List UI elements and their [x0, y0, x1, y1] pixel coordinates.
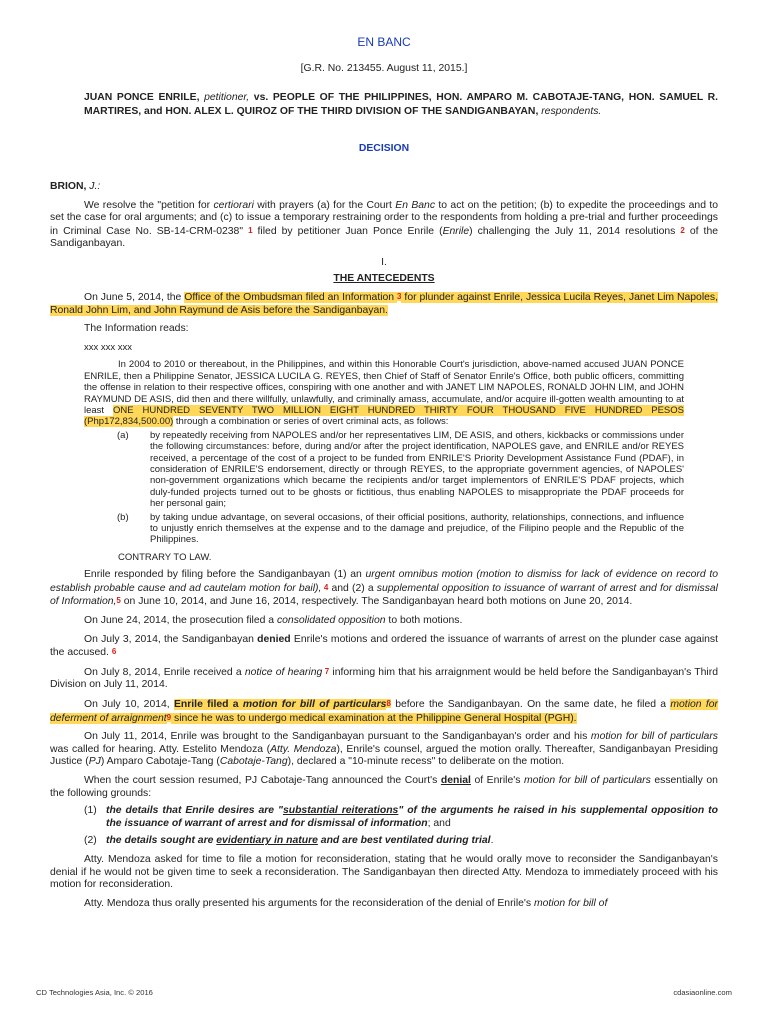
footnote-link[interactable]: 2	[680, 225, 685, 235]
case-number: [G.R. No. 213455. August 11, 2015.]	[300, 62, 468, 74]
decision-title: DECISION	[358, 143, 410, 155]
footer-site-link[interactable]: cdasiaonline.com	[673, 988, 732, 997]
footer-copyright: CD Technologies Asia, Inc. © 2016	[36, 988, 153, 997]
paragraph-information-reads: The Information reads:	[84, 323, 189, 335]
ponente-title: J.:	[89, 180, 101, 192]
section-number: I.	[381, 256, 387, 268]
footnote-link[interactable]: 9	[166, 712, 172, 722]
document-page	[50, 0, 718, 910]
paragraph-july3: On July 3, 2014, the Sandiganbayan denied Enrile's motions and ordered the issuance of warrants of arrest on the plunder case against the accused. 6	[50, 633, 718, 659]
paragraph-july11: On July 11, 2014, Enrile was brought to the Sandiganbayan pursuant to the Sandiganbayan's order and his motion for bill of particulars was called for hearing. Atty. Estelito Mendoza (Atty. Mendoza), Enrile's counsel, argued the motion orally. Thereafter, Sandiganbayan Presiding Justice (PJ) Amparo Cabotaje-Tang (Cabotaje-Tang), declared a "10-minute recess" to deliberate on the motion.	[50, 731, 718, 768]
page-footer	[36, 988, 732, 997]
paragraph-july8: On July 8, 2014, Enrile received a notice of hearing 7 informing him that his arraignment would be held before the Sandiganbayan's Third Division on July 11, 2014.	[50, 666, 718, 691]
paragraph-responded: Enrile responded by filing before the Sandiganbayan (1) an urgent omnibus motion (motion to dismiss for lack of evidence on record to establish probable cause and ad cautelam motion for bail), 4 and (2) a supplemental opposition to issuance of warrant of arrest and for dismissal of Information,5 on June 10, 2014, and June 16, 2014, respectively. The Sandiganbayan heard both motions on June 20, 2014.	[50, 569, 718, 608]
ground-item-2: (2) the details sought are evidentiary in nature and are best ventilated during trial.	[84, 835, 494, 847]
quote-body: In 2004 to 2010 or thereabout, in the Philippines, and within this Honorable Court's jurisdiction, above-named accused JUAN PONCE ENRILE, then a Philippine Senator, JESSICA LUCILA G. REYES, then Chief of Staff of Senator Enrile's Office, both public officers, committing the offense in relation to their respective offices, conspiring with one another and with JANET LIM NAPOLES, RONALD JOHN LIM, and JOHN RAYMUND DE ASIS, did then and there willfully, unlawfully, and criminally amass, accumulate, and/or acquire ill-gotten wealth amounting to at least ONE HUNDRED SEVENTY TWO MILLION EIGHT HUNDRED THIRTY FOUR THOUSAND FIVE HUNDRED PESOS (Php172,834,500.00) through a combination or series of overt criminal acts, as follows:	[84, 359, 684, 428]
footnote-link[interactable]: 8	[386, 698, 391, 708]
footnote-link[interactable]: 4	[321, 582, 329, 592]
petitioner-name: JUAN PONCE ENRILE,	[84, 92, 200, 104]
ponente-name: BRION,	[50, 180, 87, 192]
paragraph-july10: On July 10, 2014, Enrile filed a motion for bill of particulars8 before the Sandiganbayan. On the same date, he filed a motion for deferment of arraignment9 since he was to undergo medical examination at the Philippine General Hospital (PGH).	[50, 698, 718, 724]
respondents-role: respondents.	[541, 105, 602, 117]
footnote-link[interactable]: 7	[322, 666, 330, 676]
petitioner-role: petitioner,	[204, 92, 250, 104]
ground-item-1: (1) the details that Enrile desires are "substantial reiterations" of the arguments he raised in his supplemental opposition to the issuance of warrant of arrest and for dismissal of information; and	[84, 805, 718, 829]
intro-paragraph: We resolve the "petition for certiorari with prayers (a) for the Court En Banc to act on the petition; (b) to expedite the proceedings and to set the case for oral arguments; and (c) to issue a temporary restraining order to the respondents from holding a pre-trial and further proceedings in Criminal Case No. SB-14-CRM-0238" 1 filed by petitioner Juan Ponce Enrile (Enrile) challenging the July 11, 2014 resolutions 2 of the Sandiganbayan.	[50, 199, 719, 250]
contrary-to-law: CONTRARY TO LAW.	[118, 551, 212, 563]
respondents-names: PEOPLE OF THE PHILIPPINES, HON. AMPARO M. CABOTAJE-TANG, HON. SAMUEL R. MARTIRES, and HON. ALEX L. QUIROZ OF THE THIRD DIVISION OF THE SANDIGANBAYAN,	[84, 92, 718, 117]
footnote-link[interactable]: 3	[397, 292, 402, 302]
ellipsis-marker: xxx xxx xxx	[84, 341, 133, 353]
footnote-link[interactable]: 6	[111, 647, 117, 657]
footnote-link[interactable]: 1	[248, 225, 253, 235]
paragraph-june24: On June 24, 2014, the prosecution filed a consolidated opposition to both motions.	[84, 615, 463, 626]
ponente	[50, 181, 718, 194]
paragraph-june5: On June 5, 2014, the Office of the Ombudsman filed an Information 3 for plunder against Enrile, Jessica Lucila Reyes, Janet Lim Napoles, Ronald John Lim, and John Raymund de Asis before the Sandiganbayan.	[50, 292, 719, 316]
footnote-link[interactable]: 5	[116, 596, 121, 606]
en-banc-heading: EN BANC	[357, 35, 411, 49]
versus: vs.	[253, 92, 269, 104]
paragraph-mendoza-asked: Atty. Mendoza asked for time to file a motion for reconsideration, stating that he would orally move to reconsider the Sandiganbayan's denial if he would not be given time to seek a reconsideration. The Sandiganbayan then directed Atty. Mendoza to immediately proceed with his motion for reconsideration.	[50, 853, 718, 891]
quote-item-a: (a) by repeatedly receiving from NAPOLES and/or her representatives LIM, DE ASIS, and others, kickbacks or commissions under the following circumstances: before, during and/or after the project identification, NAPOLES gave, and ENRILE and/or REYES received, a percentage of the cost of a project to be funded from ENRILE'S Priority Development Assistance Fund (PDAF), in consideration of ENRILE'S endorsement, directly or through REYES, to the appropriate government agencies, of NAPOLES' non-government organizations which became the recipients and/or target implementors of ENRILE'S PDAF projects, which duly-funded projects turned out to be ghosts or fictitious, thus enabling NAPOLES to misappropriate the PDAF proceeds for her personal gain;	[117, 429, 684, 510]
case-parties	[84, 91, 718, 118]
section-title: THE ANTECEDENTS	[333, 272, 435, 284]
quote-item-b: (b) by taking undue advantage, on several occasions, of their official positions, authority, relationships, connections, and influence to unjustly enrich themselves at the expense and to the damage and prejudice, of the Filipino people and the Republic of the Philippines.	[117, 511, 684, 546]
paragraph-mendoza-presented: Atty. Mendoza thus orally presented his arguments for the reconsideration of the denial of Enrile's motion for bill of	[84, 897, 608, 909]
information-quote	[84, 342, 684, 563]
paragraph-session-resumed: When the court session resumed, PJ Cabotaje-Tang announced the Court's denial of Enrile's motion for bill of particulars essentially on the following grounds:	[50, 774, 718, 799]
